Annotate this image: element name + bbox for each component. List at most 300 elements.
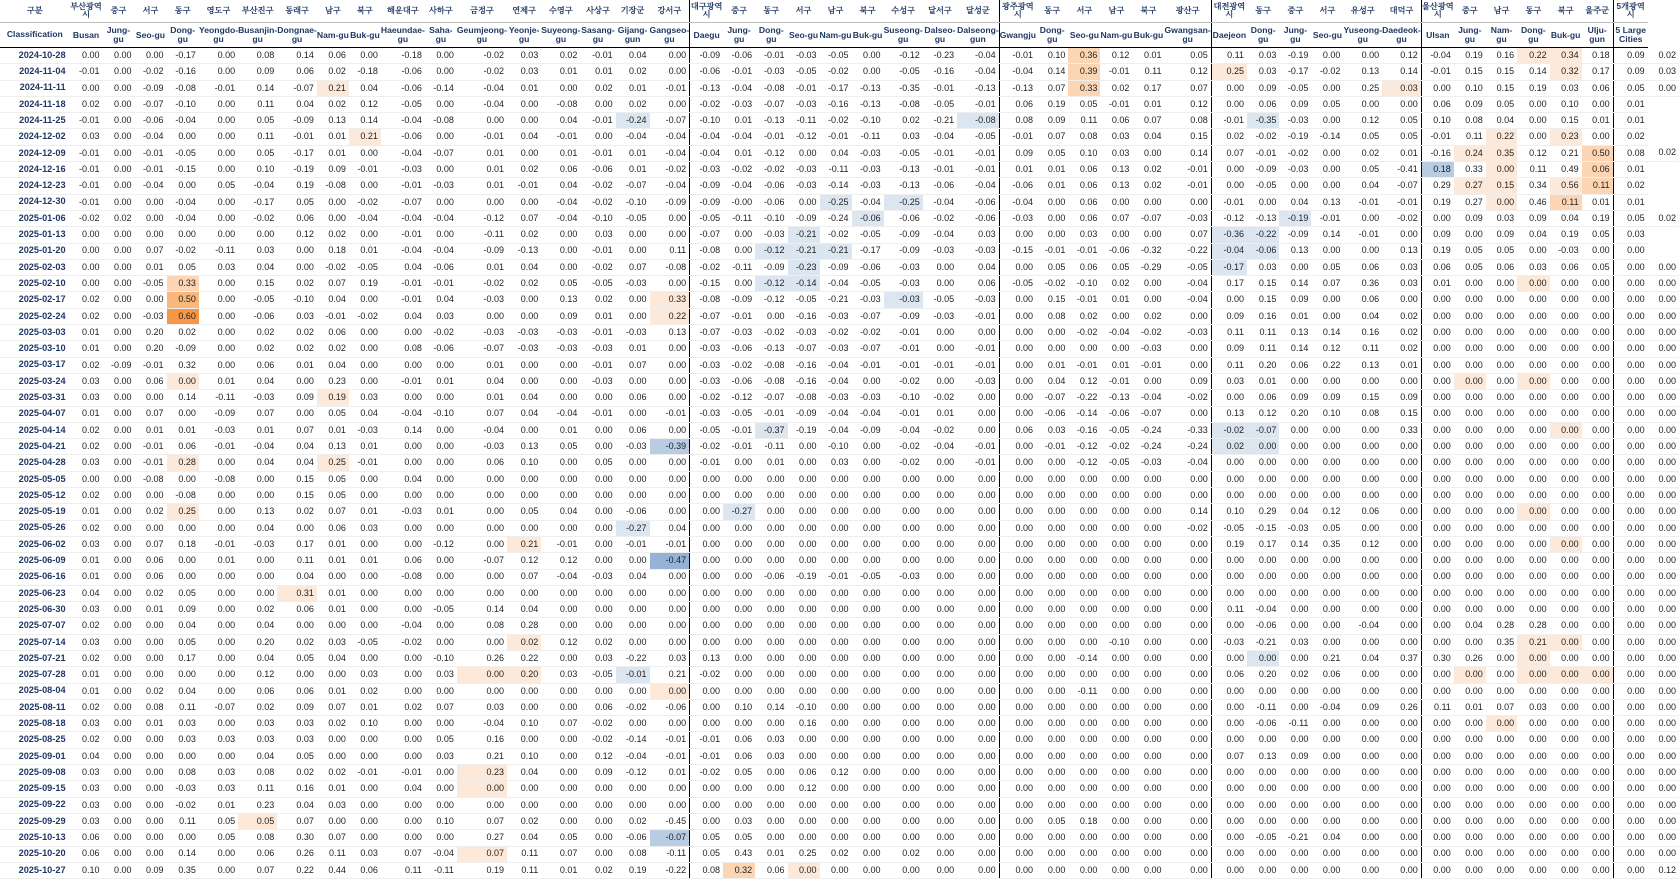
data-cell[interactable]: 0.00 xyxy=(102,276,134,292)
data-cell[interactable]: -0.16 xyxy=(788,373,820,389)
data-cell[interactable]: 0.00 xyxy=(1247,781,1279,797)
data-cell[interactable]: 0.00 xyxy=(820,650,852,666)
data-cell[interactable]: 0.00 xyxy=(1517,504,1549,520)
data-cell[interactable]: 0.16 xyxy=(788,716,820,732)
data-cell[interactable]: -0.05 xyxy=(580,667,615,683)
data-cell[interactable]: -0.06 xyxy=(580,162,615,178)
data-cell[interactable]: 0.07 xyxy=(1132,113,1164,129)
data-cell[interactable]: 0.00 xyxy=(755,650,787,666)
data-cell[interactable]: 0.18 xyxy=(1421,162,1454,178)
data-cell[interactable]: 0.00 xyxy=(1211,178,1247,194)
data-cell[interactable]: -0.02 xyxy=(616,699,650,715)
data-cell[interactable]: 0.10 xyxy=(349,716,381,732)
data-cell[interactable]: 0.00 xyxy=(1582,325,1614,341)
data-cell[interactable]: 0.00 xyxy=(102,650,134,666)
data-cell[interactable]: 0.00 xyxy=(957,520,999,536)
data-cell[interactable]: 0.00 xyxy=(1343,553,1382,569)
data-cell[interactable]: 0.00 xyxy=(820,585,852,601)
data-cell[interactable]: 0.00 xyxy=(923,455,957,471)
data-cell[interactable]: 0.00 xyxy=(1613,683,1648,699)
data-cell[interactable]: 0.04 xyxy=(1311,830,1343,846)
data-cell[interactable]: -0.05 xyxy=(1100,455,1132,471)
col-header-ko-37[interactable]: 대덕구 xyxy=(1382,0,1421,23)
data-cell[interactable]: 0.01 xyxy=(541,145,580,161)
data-cell[interactable]: 0.04 xyxy=(238,618,277,634)
data-cell[interactable]: -0.11 xyxy=(425,862,457,878)
data-cell[interactable]: 0.00 xyxy=(1247,585,1279,601)
data-cell[interactable]: 0.00 xyxy=(1648,422,1679,438)
data-cell[interactable]: 0.00 xyxy=(1517,765,1549,781)
table-row[interactable] xyxy=(0,716,1679,732)
data-cell[interactable]: 0.00 xyxy=(1486,341,1517,357)
data-cell[interactable]: 0.00 xyxy=(381,357,425,373)
data-cell[interactable]: 0.00 xyxy=(820,634,852,650)
data-cell[interactable]: 0.14 xyxy=(1311,325,1343,341)
data-cell[interactable]: 0.00 xyxy=(957,634,999,650)
data-cell[interactable]: 0.03 xyxy=(1100,145,1132,161)
data-cell[interactable]: 0.00 xyxy=(650,602,690,618)
data-cell[interactable]: 0.00 xyxy=(1454,455,1486,471)
data-cell[interactable]: -0.09 xyxy=(167,341,199,357)
data-cell[interactable]: 0.02 xyxy=(820,846,852,862)
data-cell[interactable]: 0.00 xyxy=(1343,373,1382,389)
col-header-en-38[interactable]: Ulsan xyxy=(1421,23,1454,48)
data-cell[interactable]: 0.10 xyxy=(507,748,541,764)
data-cell[interactable]: -0.03 xyxy=(957,292,999,308)
data-cell[interactable]: -0.02 xyxy=(70,210,103,226)
data-cell[interactable]: 0.00 xyxy=(1343,846,1382,862)
data-cell[interactable]: 0.04 xyxy=(541,178,580,194)
data-cell[interactable]: 0.00 xyxy=(1382,846,1421,862)
data-cell[interactable]: 0.00 xyxy=(1486,797,1517,813)
data-cell[interactable]: 0.00 xyxy=(690,716,723,732)
data-cell[interactable]: 0.00 xyxy=(317,569,349,585)
data-cell[interactable]: 0.02 xyxy=(884,113,923,129)
data-cell[interactable]: -0.21 xyxy=(788,243,820,259)
data-cell[interactable]: 0.16 xyxy=(277,781,317,797)
data-cell[interactable]: 0.00 xyxy=(1648,439,1679,455)
data-cell[interactable]: 0.00 xyxy=(425,422,457,438)
data-cell[interactable]: 0.00 xyxy=(616,553,650,569)
data-cell[interactable]: 0.00 xyxy=(425,357,457,373)
data-cell[interactable]: 0.00 xyxy=(755,553,787,569)
data-cell[interactable]: 0.00 xyxy=(1582,683,1614,699)
table-row[interactable] xyxy=(0,325,1679,341)
data-cell[interactable]: -0.02 xyxy=(457,64,507,80)
data-cell[interactable]: 0.00 xyxy=(999,488,1036,504)
data-cell[interactable]: 0.00 xyxy=(1211,80,1247,96)
data-cell[interactable]: 0.00 xyxy=(580,439,615,455)
data-cell[interactable]: 0.00 xyxy=(1613,259,1648,275)
data-cell[interactable]: 0.00 xyxy=(1648,308,1679,324)
data-cell[interactable]: 0.00 xyxy=(650,716,690,732)
data-cell[interactable]: -0.04 xyxy=(923,129,957,145)
data-cell[interactable]: 0.02 xyxy=(1132,178,1164,194)
data-cell[interactable]: 0.00 xyxy=(755,830,787,846)
data-cell[interactable]: 0.01 xyxy=(457,145,507,161)
data-cell[interactable]: 0.00 xyxy=(199,846,238,862)
data-cell[interactable]: 0.00 xyxy=(1247,194,1279,210)
data-cell[interactable]: 0.04 xyxy=(425,292,457,308)
data-cell[interactable]: 0.00 xyxy=(755,765,787,781)
data-cell[interactable]: 0.00 xyxy=(1343,732,1382,748)
data-cell[interactable]: 0.00 xyxy=(1454,536,1486,552)
data-cell[interactable]: 0.00 xyxy=(381,439,425,455)
data-cell[interactable]: 0.00 xyxy=(690,520,723,536)
data-cell[interactable]: -0.03 xyxy=(852,162,884,178)
data-cell[interactable]: 0.00 xyxy=(1279,732,1311,748)
data-cell[interactable]: -0.11 xyxy=(199,243,238,259)
data-cell[interactable]: 0.00 xyxy=(755,536,787,552)
data-cell[interactable]: 0.00 xyxy=(1486,830,1517,846)
data-cell[interactable]: 0.00 xyxy=(1100,488,1132,504)
data-cell[interactable]: 0.04 xyxy=(1132,129,1164,145)
data-cell[interactable]: 0.01 xyxy=(541,862,580,878)
data-cell[interactable]: 0.00 xyxy=(1068,504,1100,520)
data-cell[interactable]: 0.17 xyxy=(167,650,199,666)
data-cell[interactable]: 0.00 xyxy=(1517,813,1549,829)
data-cell[interactable]: 0.00 xyxy=(1582,504,1614,520)
data-cell[interactable]: 0.32 xyxy=(1550,64,1582,80)
data-cell[interactable]: 0.01 xyxy=(317,602,349,618)
data-cell[interactable]: 0.00 xyxy=(1343,439,1382,455)
data-cell[interactable]: 0.00 xyxy=(1486,553,1517,569)
col-header-en-8[interactable]: Buk-gu xyxy=(349,23,381,48)
data-cell[interactable]: 0.00 xyxy=(1311,569,1343,585)
data-cell[interactable]: -0.06 xyxy=(1100,243,1132,259)
data-cell[interactable]: 0.00 xyxy=(134,618,166,634)
data-cell[interactable]: 0.07 xyxy=(317,276,349,292)
data-cell[interactable]: 0.00 xyxy=(199,683,238,699)
col-header-en-20[interactable]: Seo-gu xyxy=(788,23,820,48)
data-cell[interactable]: -0.21 xyxy=(820,243,852,259)
data-cell[interactable]: 0.00 xyxy=(102,390,134,406)
data-cell[interactable]: 0.00 xyxy=(1247,797,1279,813)
data-cell[interactable]: 0.00 xyxy=(134,830,166,846)
data-cell[interactable]: 0.20 xyxy=(238,634,277,650)
data-cell[interactable]: 0.00 xyxy=(1247,553,1279,569)
data-cell[interactable]: 0.00 xyxy=(1211,716,1247,732)
data-cell[interactable]: -0.01 xyxy=(349,162,381,178)
data-cell[interactable]: -0.16 xyxy=(1421,145,1454,161)
table-row[interactable] xyxy=(0,194,1679,210)
data-cell[interactable]: 0.06 xyxy=(580,699,615,715)
data-cell[interactable]: 0.00 xyxy=(1582,732,1614,748)
data-cell[interactable]: -0.02 xyxy=(690,667,723,683)
data-cell[interactable]: 0.00 xyxy=(425,634,457,650)
data-cell[interactable]: 0.15 xyxy=(1343,390,1382,406)
col-header-ko-9[interactable]: 해운대구 xyxy=(381,0,425,23)
data-cell[interactable]: 0.13 xyxy=(317,439,349,455)
data-cell[interactable]: -0.01 xyxy=(957,455,999,471)
data-cell[interactable]: 0.00 xyxy=(102,569,134,585)
data-cell[interactable]: 0.00 xyxy=(999,602,1036,618)
data-cell[interactable]: 0.00 xyxy=(1550,276,1582,292)
data-cell[interactable]: 0.00 xyxy=(1279,455,1311,471)
data-cell[interactable]: -0.02 xyxy=(923,390,957,406)
data-cell[interactable]: 0.00 xyxy=(199,488,238,504)
data-cell[interactable]: 0.00 xyxy=(884,488,923,504)
data-cell[interactable]: 0.00 xyxy=(884,602,923,618)
data-cell[interactable]: 0.00 xyxy=(1517,113,1549,129)
data-cell[interactable]: -0.03 xyxy=(580,373,615,389)
data-cell[interactable]: 0.00 xyxy=(1068,716,1100,732)
data-cell[interactable]: 0.00 xyxy=(999,650,1036,666)
data-cell[interactable]: 0.00 xyxy=(1454,488,1486,504)
table-row[interactable] xyxy=(0,178,1679,194)
data-cell[interactable]: 0.00 xyxy=(507,585,541,601)
data-cell[interactable]: -0.06 xyxy=(755,194,787,210)
data-cell[interactable]: 0.00 xyxy=(1068,732,1100,748)
data-cell[interactable]: -0.03 xyxy=(1550,243,1582,259)
data-cell[interactable]: 0.00 xyxy=(1343,585,1382,601)
data-cell[interactable]: 0.00 xyxy=(199,145,238,161)
col-header-ko-27[interactable]: 동구 xyxy=(1036,0,1068,23)
data-cell[interactable]: 0.06 xyxy=(1068,210,1100,226)
data-cell[interactable]: -0.05 xyxy=(690,422,723,438)
data-cell[interactable]: -0.09 xyxy=(102,357,134,373)
data-cell[interactable]: 0.07 xyxy=(1311,276,1343,292)
data-cell[interactable]: -0.10 xyxy=(1068,276,1100,292)
data-cell[interactable]: 0.00 xyxy=(723,227,755,243)
data-cell[interactable]: -0.12 xyxy=(1068,455,1100,471)
data-cell[interactable]: 0.00 xyxy=(755,634,787,650)
data-cell[interactable]: 0.00 xyxy=(690,634,723,650)
data-cell[interactable]: 0.00 xyxy=(923,536,957,552)
data-cell[interactable]: 0.00 xyxy=(999,748,1036,764)
data-cell[interactable]: 0.00 xyxy=(1454,422,1486,438)
data-cell[interactable]: 0.06 xyxy=(755,862,787,878)
data-cell[interactable]: 0.02 xyxy=(1648,210,1679,226)
data-cell[interactable]: 0.00 xyxy=(1132,634,1164,650)
data-cell[interactable]: -0.33 xyxy=(1164,422,1211,438)
data-cell[interactable]: -0.04 xyxy=(820,422,852,438)
col-header-ko-7[interactable]: 남구 xyxy=(317,0,349,23)
data-cell[interactable]: 0.00 xyxy=(238,488,277,504)
data-cell[interactable]: 0.00 xyxy=(580,813,615,829)
data-cell[interactable]: 0.00 xyxy=(1164,667,1211,683)
data-cell[interactable]: 0.00 xyxy=(238,569,277,585)
data-cell[interactable]: 0.00 xyxy=(788,683,820,699)
data-cell[interactable]: 0.00 xyxy=(134,667,166,683)
data-cell[interactable]: 0.04 xyxy=(238,455,277,471)
data-cell[interactable]: -0.01 xyxy=(884,325,923,341)
data-cell[interactable]: 0.00 xyxy=(1550,862,1582,878)
data-cell[interactable]: 0.00 xyxy=(1247,650,1279,666)
table-row[interactable] xyxy=(0,813,1679,829)
data-cell[interactable]: 0.05 xyxy=(238,113,277,129)
table-row[interactable] xyxy=(0,64,1679,80)
data-cell[interactable]: 0.00 xyxy=(507,308,541,324)
data-cell[interactable]: -0.01 xyxy=(957,162,999,178)
data-cell[interactable]: 0.02 xyxy=(70,699,103,715)
data-cell[interactable]: -0.13 xyxy=(884,178,923,194)
data-cell[interactable]: 0.00 xyxy=(723,618,755,634)
col-header-ko-1[interactable]: 중구 xyxy=(102,0,134,23)
data-cell[interactable]: -0.06 xyxy=(723,48,755,64)
data-cell[interactable]: 0.03 xyxy=(349,667,381,683)
data-cell[interactable]: 0.00 xyxy=(425,471,457,487)
data-cell[interactable]: 0.00 xyxy=(1247,455,1279,471)
data-cell[interactable]: 0.00 xyxy=(616,455,650,471)
data-cell[interactable]: 0.06 xyxy=(788,765,820,781)
data-cell[interactable]: 0.00 xyxy=(1648,455,1679,471)
data-cell[interactable]: 0.00 xyxy=(723,650,755,666)
data-cell[interactable]: 0.00 xyxy=(1311,862,1343,878)
data-cell[interactable]: -0.05 xyxy=(999,276,1036,292)
data-cell[interactable]: -0.04 xyxy=(541,210,580,226)
data-cell[interactable]: 0.12 xyxy=(1311,341,1343,357)
data-cell[interactable]: 0.03 xyxy=(70,765,103,781)
data-cell[interactable]: 0.00 xyxy=(1613,862,1648,878)
data-cell[interactable]: 0.00 xyxy=(1486,748,1517,764)
data-cell[interactable]: 0.00 xyxy=(957,765,999,781)
data-cell[interactable]: 0.00 xyxy=(425,797,457,813)
data-cell[interactable]: 0.00 xyxy=(1036,504,1068,520)
data-cell[interactable]: 0.00 xyxy=(1343,683,1382,699)
data-cell[interactable]: 0.00 xyxy=(199,194,238,210)
data-cell[interactable]: -0.04 xyxy=(1211,243,1247,259)
data-cell[interactable]: 0.09 xyxy=(1421,227,1454,243)
data-cell[interactable]: 0.00 xyxy=(425,569,457,585)
data-cell[interactable]: -0.03 xyxy=(580,569,615,585)
data-cell[interactable]: 0.00 xyxy=(999,373,1036,389)
data-cell[interactable]: 0.03 xyxy=(425,308,457,324)
data-cell[interactable]: 0.00 xyxy=(1613,699,1648,715)
data-cell[interactable]: 0.02 xyxy=(1648,145,1679,161)
table-row[interactable] xyxy=(0,830,1679,846)
data-cell[interactable]: -0.15 xyxy=(167,162,199,178)
data-cell[interactable]: 0.02 xyxy=(277,634,317,650)
data-cell[interactable]: -0.01 xyxy=(541,129,580,145)
data-cell[interactable]: 0.00 xyxy=(1068,781,1100,797)
data-cell[interactable]: 0.03 xyxy=(167,732,199,748)
data-cell[interactable]: -0.04 xyxy=(999,194,1036,210)
data-cell[interactable]: -0.08 xyxy=(167,488,199,504)
data-cell[interactable]: 0.00 xyxy=(755,471,787,487)
data-cell[interactable]: 0.11 xyxy=(1550,194,1582,210)
data-cell[interactable]: 0.00 xyxy=(102,227,134,243)
data-cell[interactable]: -0.09 xyxy=(277,113,317,129)
data-cell[interactable]: 0.00 xyxy=(650,634,690,650)
data-cell[interactable]: -0.01 xyxy=(820,129,852,145)
data-cell[interactable]: -0.10 xyxy=(755,210,787,226)
data-cell[interactable]: 0.01 xyxy=(70,406,103,422)
data-cell[interactable]: 0.00 xyxy=(507,781,541,797)
data-cell[interactable]: 0.00 xyxy=(923,765,957,781)
col-header-ko-23[interactable]: 수성구 xyxy=(884,0,923,23)
data-cell[interactable]: 0.07 xyxy=(317,699,349,715)
data-cell[interactable]: 0.00 xyxy=(102,667,134,683)
data-cell[interactable]: 0.15 xyxy=(1247,292,1279,308)
data-cell[interactable]: -0.04 xyxy=(541,194,580,210)
data-cell[interactable]: 0.00 xyxy=(541,390,580,406)
data-cell[interactable]: -0.01 xyxy=(70,113,103,129)
data-cell[interactable]: -0.06 xyxy=(1036,406,1068,422)
data-cell[interactable]: 0.00 xyxy=(1613,488,1648,504)
data-cell[interactable]: 0.00 xyxy=(1454,439,1486,455)
data-cell[interactable]: -0.01 xyxy=(134,162,166,178)
data-cell[interactable]: 0.00 xyxy=(616,618,650,634)
data-cell[interactable]: -0.03 xyxy=(1164,210,1211,226)
data-cell[interactable]: 0.00 xyxy=(199,341,238,357)
data-cell[interactable]: 0.12 xyxy=(507,553,541,569)
data-cell[interactable]: 0.00 xyxy=(381,830,425,846)
data-cell[interactable]: -0.08 xyxy=(541,96,580,112)
data-cell[interactable]: 0.00 xyxy=(788,813,820,829)
data-cell[interactable]: 0.00 xyxy=(457,585,507,601)
data-cell[interactable]: 0.00 xyxy=(820,488,852,504)
data-cell[interactable]: 0.00 xyxy=(1132,520,1164,536)
data-cell[interactable]: 0.00 xyxy=(457,488,507,504)
data-cell[interactable]: 0.00 xyxy=(755,716,787,732)
data-cell[interactable]: 0.01 xyxy=(317,129,349,145)
data-cell[interactable]: 0.04 xyxy=(167,618,199,634)
col-header-ko-35[interactable]: 서구 xyxy=(1311,0,1343,23)
data-cell[interactable]: 0.00 xyxy=(1613,716,1648,732)
data-cell[interactable]: 0.00 xyxy=(1517,716,1549,732)
data-cell[interactable]: 0.00 xyxy=(1613,650,1648,666)
data-cell[interactable]: 0.03 xyxy=(199,259,238,275)
data-cell[interactable]: -0.02 xyxy=(1164,520,1211,536)
data-cell[interactable]: -0.05 xyxy=(690,210,723,226)
data-cell[interactable]: 0.00 xyxy=(1550,325,1582,341)
data-cell[interactable]: 0.00 xyxy=(1164,797,1211,813)
data-cell[interactable]: 0.00 xyxy=(1550,830,1582,846)
data-cell[interactable]: 0.00 xyxy=(1036,227,1068,243)
data-cell[interactable]: -0.24 xyxy=(616,113,650,129)
data-cell[interactable]: -0.07 xyxy=(788,341,820,357)
data-cell[interactable]: 0.05 xyxy=(317,406,349,422)
data-cell[interactable]: -0.04 xyxy=(167,194,199,210)
data-cell[interactable]: -0.01 xyxy=(199,80,238,96)
data-cell[interactable]: -0.01 xyxy=(425,276,457,292)
data-cell[interactable]: 0.00 xyxy=(381,732,425,748)
data-cell[interactable]: -0.02 xyxy=(1247,129,1279,145)
data-cell[interactable]: 0.00 xyxy=(690,618,723,634)
data-cell[interactable]: 0.00 xyxy=(1486,602,1517,618)
data-cell[interactable]: 0.08 xyxy=(999,113,1036,129)
data-cell[interactable]: 0.00 xyxy=(425,227,457,243)
data-cell[interactable]: 0.00 xyxy=(1164,406,1211,422)
data-cell[interactable]: -0.03 xyxy=(999,210,1036,226)
data-cell[interactable]: 0.27 xyxy=(1454,194,1486,210)
data-cell[interactable]: 0.21 xyxy=(349,129,381,145)
data-cell[interactable]: 0.00 xyxy=(616,716,650,732)
table-row[interactable] xyxy=(0,422,1679,438)
data-cell[interactable]: 0.05 xyxy=(1382,113,1421,129)
data-cell[interactable]: 0.03 xyxy=(1613,227,1648,243)
data-cell[interactable]: 0.00 xyxy=(788,650,820,666)
data-cell[interactable]: 0.00 xyxy=(1100,650,1132,666)
data-cell[interactable]: 0.20 xyxy=(1247,667,1279,683)
data-cell[interactable]: 0.00 xyxy=(1454,504,1486,520)
data-cell[interactable]: 0.00 xyxy=(580,390,615,406)
data-cell[interactable]: 0.21 xyxy=(457,748,507,764)
data-cell[interactable]: 0.00 xyxy=(1164,862,1211,878)
data-cell[interactable]: 0.30 xyxy=(277,830,317,846)
data-cell[interactable]: -0.19 xyxy=(1279,129,1311,145)
table-row[interactable] xyxy=(0,797,1679,813)
data-cell[interactable]: 0.00 xyxy=(1164,765,1211,781)
data-cell[interactable]: 0.15 xyxy=(1454,64,1486,80)
data-cell[interactable]: 0.16 xyxy=(1247,308,1279,324)
data-cell[interactable]: -0.03 xyxy=(723,96,755,112)
data-cell[interactable]: -0.13 xyxy=(690,80,723,96)
data-cell[interactable]: 0.00 xyxy=(1211,846,1247,862)
data-cell[interactable]: -0.02 xyxy=(923,210,957,226)
data-cell[interactable]: -0.07 xyxy=(852,341,884,357)
